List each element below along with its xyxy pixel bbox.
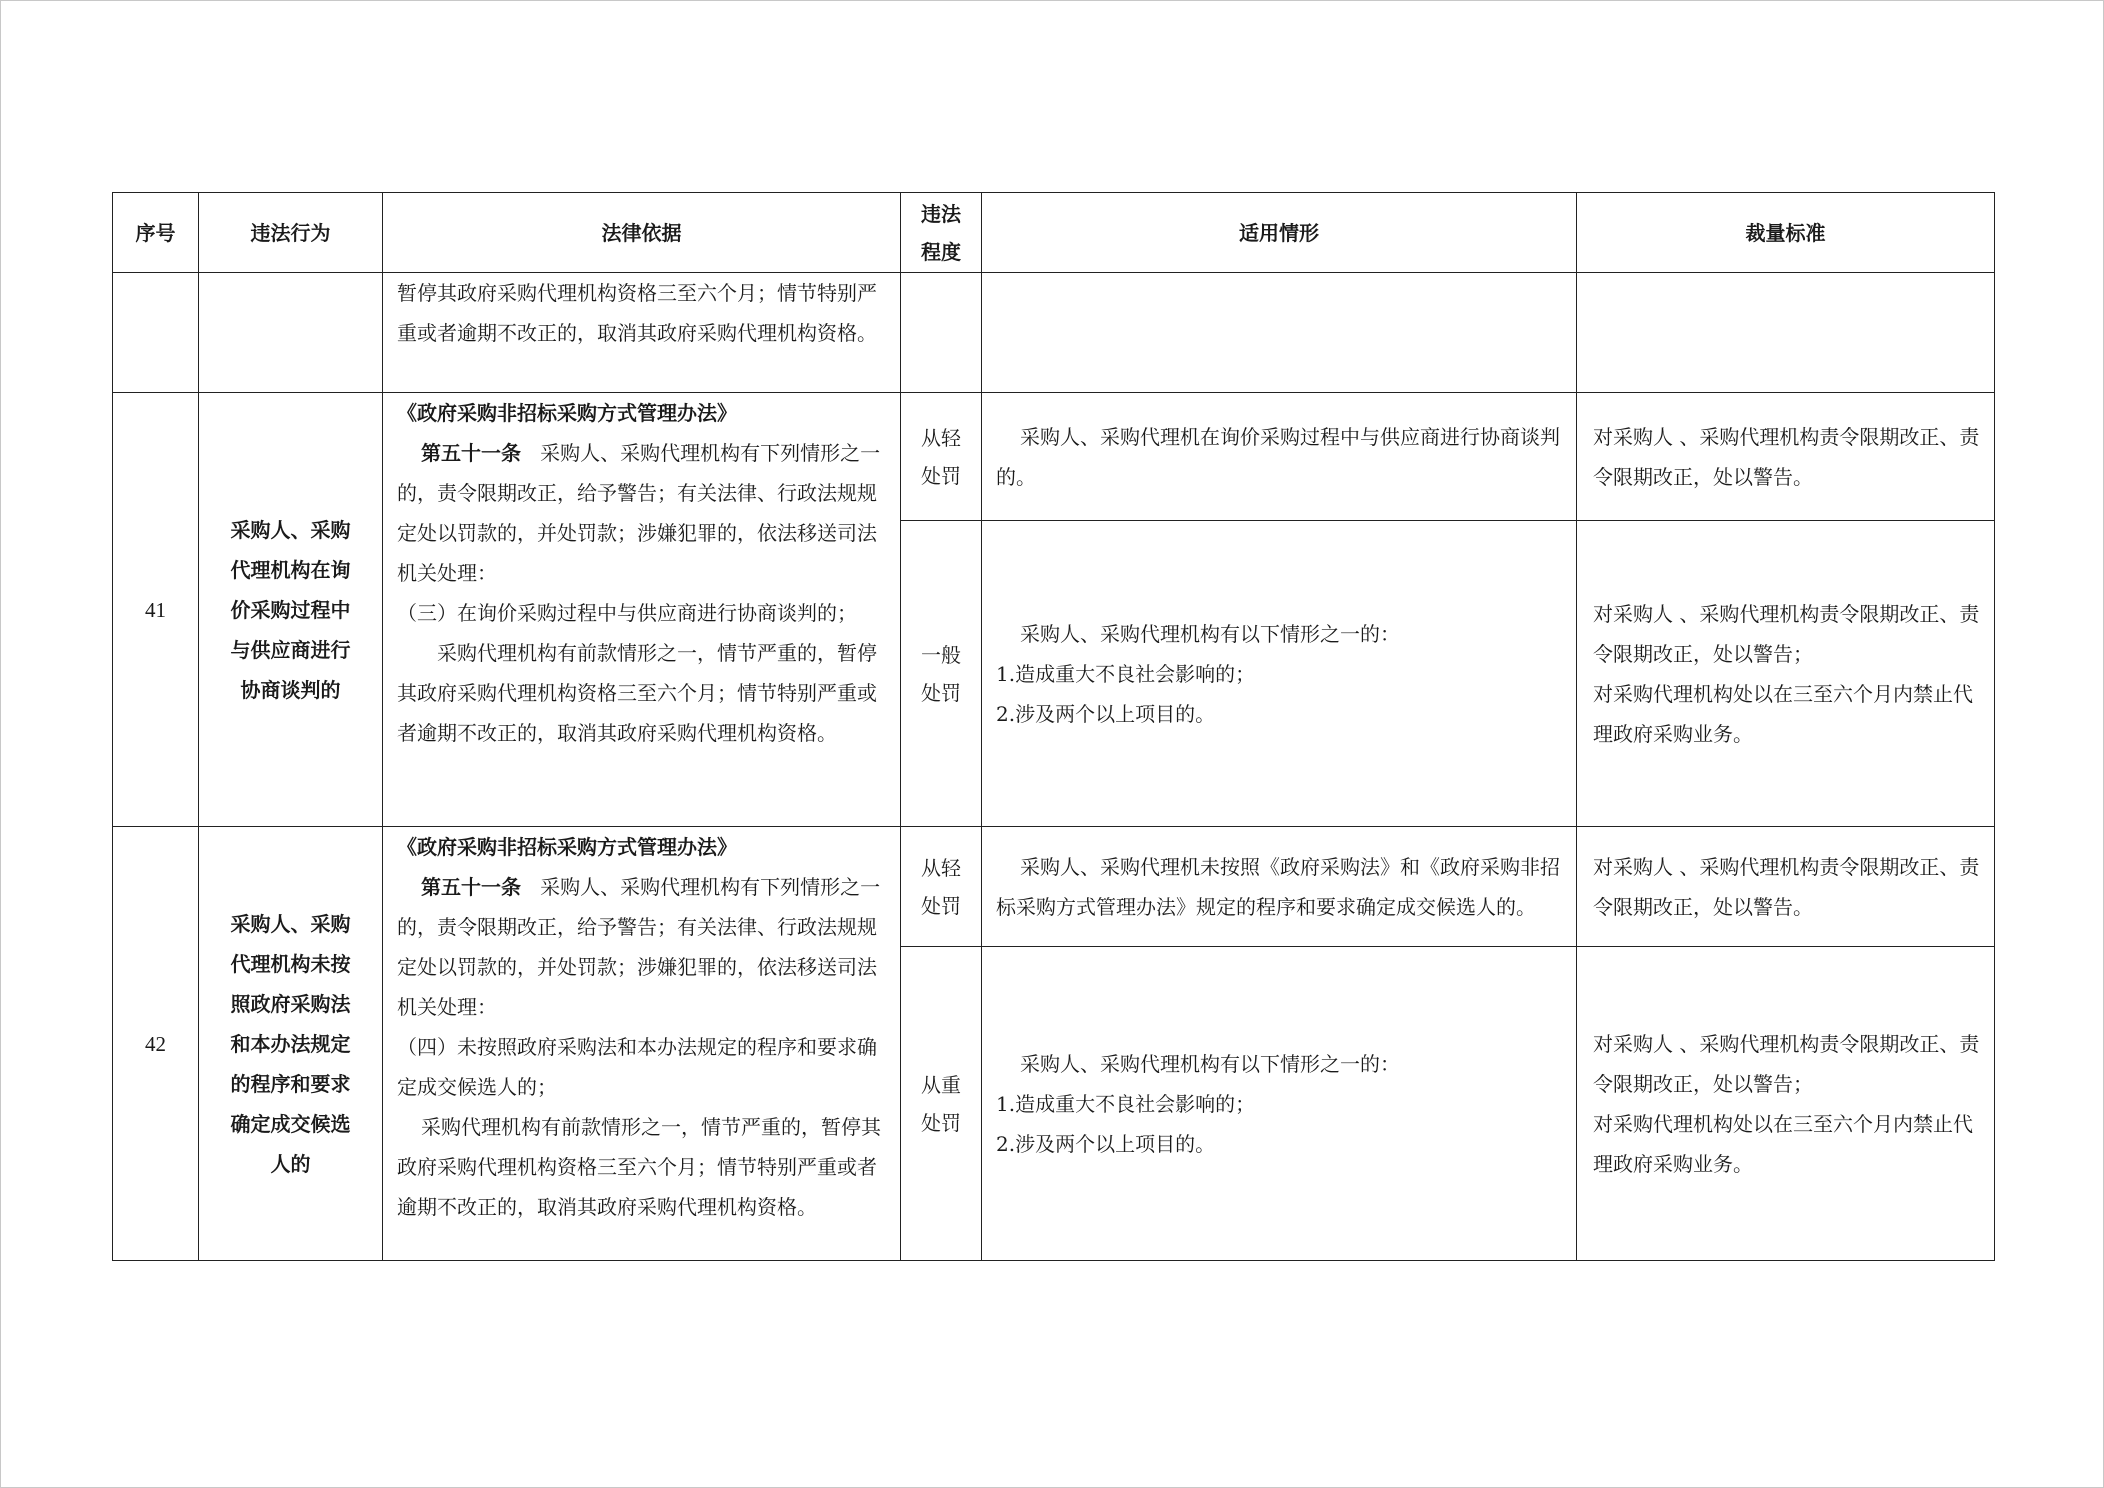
table-row-continuation xyxy=(113,273,1995,393)
header-degree-line2: 程度 xyxy=(921,239,961,264)
header-row xyxy=(113,193,1995,273)
row42-sub2-situation-item-1: 1.造成重大不良社会影响的； xyxy=(996,1091,1256,1116)
continuation-law xyxy=(383,273,901,393)
row42-act xyxy=(199,827,383,1261)
continuation-no xyxy=(113,273,199,393)
row42-sub2-situation xyxy=(982,947,1577,1261)
row41-law-tail: 采购代理机构有前款情形之一，情节严重的，暂停其政府采购代理机构资格三至六个月；情节特别严重或者逾期不改正的，取消其政府采购代理机构资格。 xyxy=(397,641,877,745)
row42-law-tail: 采购代理机构有前款情形之一，情节严重的，暂停其政府采购代理机构资格三至六个月；情节特别严重或者逾期不改正的，取消其政府采购代理机构资格。 xyxy=(397,1115,881,1219)
row42-sub2-situation-intro: 采购人、采购代理机构有以下情形之一的： xyxy=(1020,1051,1400,1076)
header-no: 序号 xyxy=(113,193,199,273)
row42-sub2-standard xyxy=(1577,947,1995,1261)
row42-sub1-degree-line2: 处罚 xyxy=(921,893,961,918)
row41-law xyxy=(383,393,901,827)
row41-sub1-situation xyxy=(982,393,1577,521)
row41-sub2-situation-intro: 采购人、采购代理机构有以下情形之一的： xyxy=(1020,621,1400,646)
row41-sub2-standard xyxy=(1577,521,1995,827)
row42-law-article-no: 第五十一条 xyxy=(421,875,521,899)
row41-sub2-degree-line1: 一般 xyxy=(921,642,961,667)
row41-act xyxy=(199,393,383,827)
row41-law-item: （三）在询价采购过程中与供应商进行协商谈判的； xyxy=(397,601,857,625)
row42-sub1-situation-text: 采购人、采购代理机未按照《政府采购法》和《政府采购非招标采购方式管理办法》规定的程序和要求确定成交候选人的。 xyxy=(996,854,1560,919)
row42-law-title: 《政府采购非招标采购方式管理办法》 xyxy=(397,835,737,859)
row41-sub1-degree-line1: 从轻 xyxy=(921,425,961,450)
header-degree-line1: 违法 xyxy=(921,201,961,226)
row41-sub1-standard-text: 对采购人 、采购代理机构责令限期改正、责令限期改正，处以警告。 xyxy=(1593,424,1980,489)
header-law: 法律依据 xyxy=(383,193,901,273)
row42-sub2-degree xyxy=(901,947,982,1261)
row42-sub1-degree xyxy=(901,827,982,947)
row42-sub2-situation-item-2: 2.涉及两个以上项目的。 xyxy=(996,1131,1216,1156)
row42-sub1-standard xyxy=(1577,827,1995,947)
row41-sub2-standard-2: 对采购代理机构处以在三至六个月内禁止代理政府采购业务。 xyxy=(1593,681,1973,746)
row41-sub1-situation-text: 采购人、采购代理机在询价采购过程中与供应商进行协商谈判的。 xyxy=(996,424,1560,489)
row41-act-text: 采购人、采购代理机构在询价采购过程中与供应商进行协商谈判的 xyxy=(230,517,351,702)
continuation-situation xyxy=(982,273,1577,393)
row41-sub1-degree xyxy=(901,393,982,521)
header-standard: 裁量标准 xyxy=(1577,193,1995,273)
row42-law-article xyxy=(397,867,890,1027)
discretion-standards-table xyxy=(112,192,1995,1261)
row41-sub2-standard-1: 对采购人 、采购代理机构责令限期改正、责令限期改正，处以警告； xyxy=(1593,601,1980,666)
header-act: 违法行为 xyxy=(199,193,383,273)
header-situation: 适用情形 xyxy=(982,193,1577,273)
row41-sub1-degree-line2: 处罚 xyxy=(921,463,961,488)
continuation-act xyxy=(199,273,383,393)
table-row-42-a xyxy=(113,827,1995,947)
row42-law-item: （四）未按照政府采购法和本办法规定的程序和要求确定成交候选人的； xyxy=(397,1035,877,1099)
row41-law-article-no: 第五十一条 xyxy=(421,441,521,465)
row41-sub1-standard xyxy=(1577,393,1995,521)
row41-sub2-degree-line2: 处罚 xyxy=(921,680,961,705)
table-row-41-a xyxy=(113,393,1995,521)
continuation-standard xyxy=(1577,273,1995,393)
row41-sub2-situation-item-2: 2.涉及两个以上项目的。 xyxy=(996,701,1216,726)
row42-sub1-standard-text: 对采购人 、采购代理机构责令限期改正、责令限期改正，处以警告。 xyxy=(1593,854,1980,919)
row41-law-title: 《政府采购非招标采购方式管理办法》 xyxy=(397,401,737,425)
row42-sub2-degree-line1: 从重 xyxy=(921,1072,961,1097)
row42-law xyxy=(383,827,901,1261)
row42-no: 42 xyxy=(113,827,199,1261)
row41-sub2-situation xyxy=(982,521,1577,827)
header-degree xyxy=(901,193,982,273)
row41-sub2-degree xyxy=(901,521,982,827)
row42-sub2-standard-2: 对采购代理机构处以在三至六个月内禁止代理政府采购业务。 xyxy=(1593,1111,1973,1176)
continuation-degree xyxy=(901,273,982,393)
row42-law-article-text: 采购人、采购代理机构有下列情形之一的，责令限期改正，给予警告；有关法律、行政法规规定处以罚款的，并处罚款；涉嫌犯罪的，依法移送司法机关处理： xyxy=(397,875,881,1019)
row42-sub1-degree-line1: 从轻 xyxy=(921,855,961,880)
row41-sub2-situation-item-1: 1.造成重大不良社会影响的； xyxy=(996,661,1256,686)
row42-sub2-degree-line2: 处罚 xyxy=(921,1110,961,1135)
row41-law-article xyxy=(397,433,890,593)
row41-no: 41 xyxy=(113,393,199,827)
row42-sub2-standard-1: 对采购人 、采购代理机构责令限期改正、责令限期改正，处以警告； xyxy=(1593,1031,1980,1096)
row41-law-article-text: 采购人、采购代理机构有下列情形之一的，责令限期改正，给予警告；有关法律、行政法规规定处以罚款的，并处罚款；涉嫌犯罪的，依法移送司法机关处理： xyxy=(397,441,881,585)
row42-sub1-situation xyxy=(982,827,1577,947)
continuation-law-text: 暂停其政府采购代理机构资格三至六个月；情节特别严重或者逾期不改正的，取消其政府采购代理机构资格。 xyxy=(397,281,877,345)
row42-act-text: 采购人、采购代理机构未按照政府采购法和本办法规定的程序和要求确定成交候选人的 xyxy=(230,911,351,1176)
